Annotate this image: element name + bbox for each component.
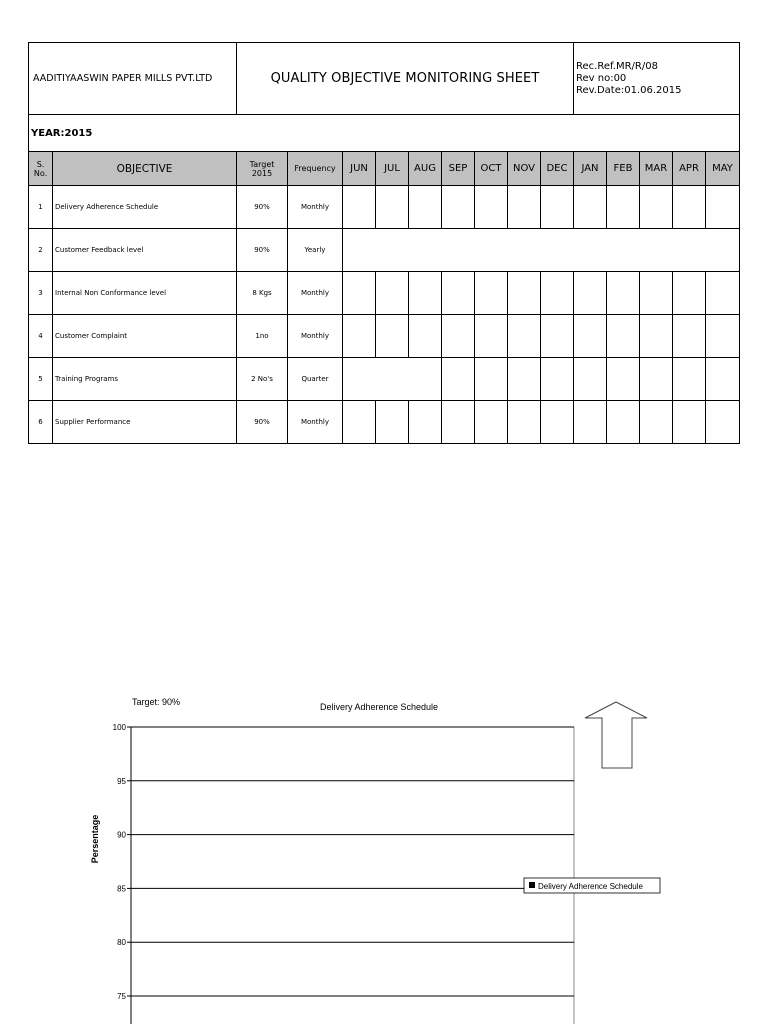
row-sno: 1 — [29, 186, 53, 229]
row-target: 90% — [237, 401, 288, 444]
company-name: AADITIYAASWIN PAPER MILLS PVT.LTD — [29, 43, 237, 115]
col-sno-label: S. No. — [33, 159, 48, 178]
y-axis-label: Persentage — [90, 814, 100, 864]
row-objective: Supplier Performance — [53, 401, 237, 444]
month-header-may: MAY — [706, 152, 740, 186]
month-header-mar: MAR — [640, 152, 673, 186]
month-header-sep: SEP — [442, 152, 475, 186]
chart-title: Delivery Adherence Schedule — [319, 702, 439, 712]
row-sno: 6 — [29, 401, 53, 444]
row-objective: Customer Feedback level — [53, 229, 237, 272]
y-tick-label: 75 — [117, 992, 126, 1001]
row-frequency: Quarter — [288, 358, 343, 401]
target-annotation: Target: 90% — [132, 697, 181, 707]
row-objective: Internal Non Conformance level — [53, 272, 237, 315]
col-target-label: Target 2015 — [249, 159, 275, 178]
y-tick-label: 100 — [112, 723, 126, 732]
month-header-nov: NOV — [508, 152, 541, 186]
month-header-aug: AUG — [409, 152, 442, 186]
row-frequency: Monthly — [288, 272, 343, 315]
col-frequency-header: Frequency — [288, 152, 343, 186]
row-objective: Training Programs — [53, 358, 237, 401]
row-sno: 4 — [29, 315, 53, 358]
y-tick-label: 90 — [117, 830, 126, 840]
month-header-jun: JUN — [343, 152, 376, 186]
row-objective: Customer Complaint — [53, 315, 237, 358]
month-header-oct: OCT — [475, 152, 508, 186]
row-frequency: Monthly — [288, 186, 343, 229]
row-frequency: Monthly — [288, 401, 343, 444]
row-sno: 2 — [29, 229, 53, 272]
month-header-apr: APR — [673, 152, 706, 186]
row-frequency: Monthly — [288, 315, 343, 358]
y-tick-label: 85 — [117, 884, 126, 894]
year-label: YEAR:2015 — [29, 115, 740, 152]
rev-no: Rev no:00 — [576, 72, 627, 84]
row-target: 2 No's — [237, 358, 288, 401]
y-tick-label: 80 — [117, 938, 126, 948]
y-tick-label: 95 — [117, 776, 126, 786]
row-sno: 5 — [29, 358, 53, 401]
legend-label: Delivery Adherence Schedule — [538, 882, 643, 891]
row-objective: Delivery Adherence Schedule — [53, 186, 237, 229]
month-header-jul: JUL — [376, 152, 409, 186]
month-header-dec: DEC — [541, 152, 574, 186]
month-header-jan: JAN — [574, 152, 607, 186]
row-target: 90% — [237, 229, 288, 272]
rec-ref: Rec.Ref.MR/R/08 — [576, 60, 658, 72]
up-arrow-icon — [585, 702, 647, 768]
row-target: 90% — [237, 186, 288, 229]
rev-date: Rev.Date:01.06.2015 — [576, 84, 682, 96]
col-objective-header: OBJECTIVE — [53, 152, 237, 186]
row-target: 1no — [237, 315, 288, 358]
row-sno: 3 — [29, 272, 53, 315]
legend — [524, 878, 660, 893]
row-target: 8 Kgs — [237, 272, 288, 315]
month-header-feb: FEB — [607, 152, 640, 186]
row-frequency: Yearly — [288, 229, 343, 272]
legend-marker — [529, 882, 535, 888]
sheet-title: QUALITY OBJECTIVE MONITORING SHEET — [237, 43, 574, 115]
